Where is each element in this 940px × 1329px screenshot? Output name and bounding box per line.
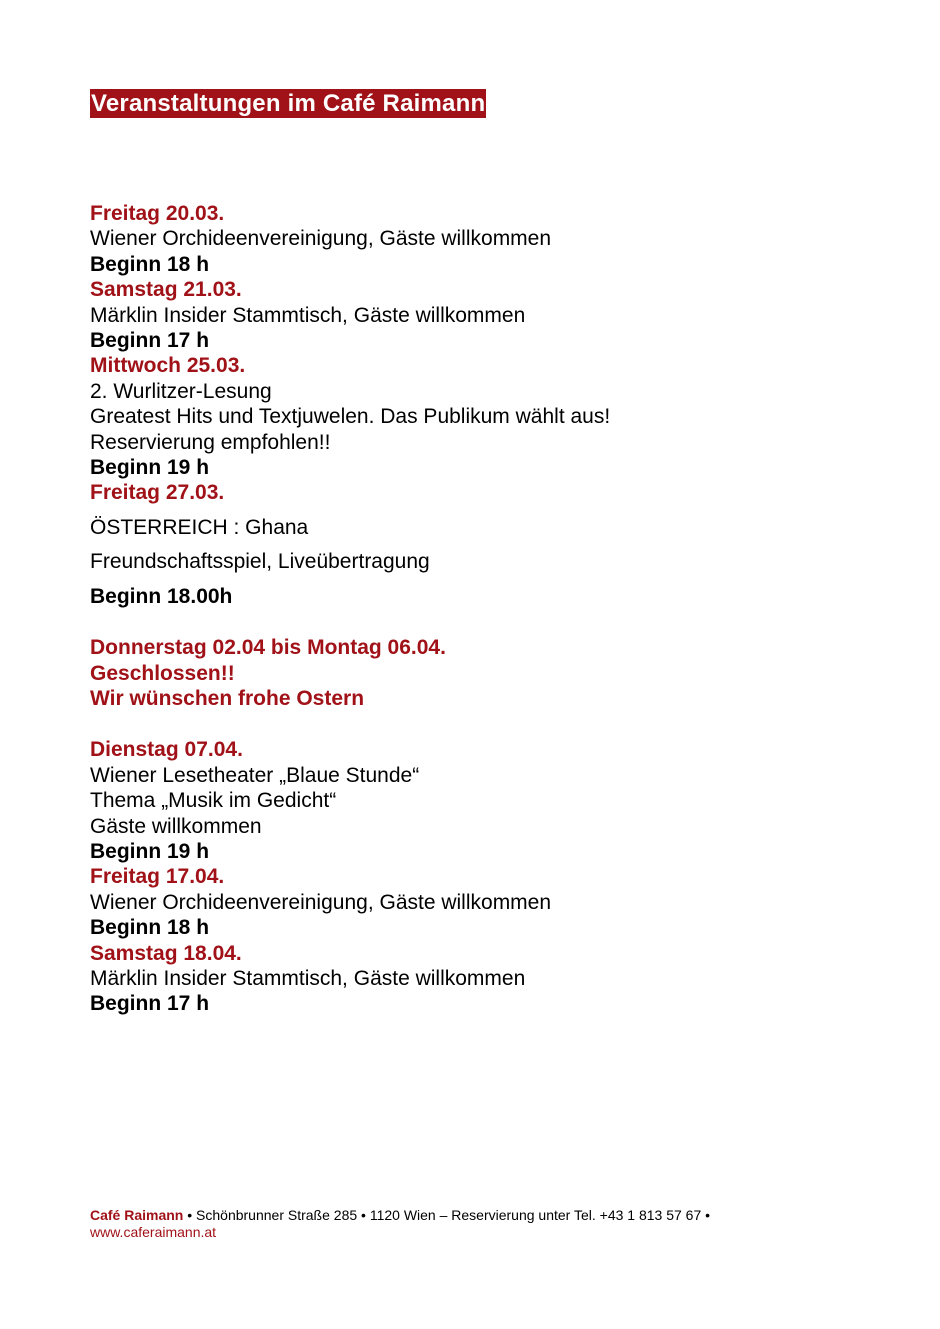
event-date: Freitag 17.04.	[90, 865, 225, 889]
event-time: Beginn 17 h	[90, 329, 210, 353]
event-description: Gäste willkommen	[90, 814, 262, 838]
event-time: Beginn 18 h	[90, 252, 210, 276]
closure-dates: Donnerstag 02.04 bis Montag 06.04.	[90, 636, 446, 660]
event-description: Freundschaftsspiel, Liveübertragung	[90, 550, 430, 574]
event-list	[90, 201, 890, 1017]
closure-notice: Geschlossen!!	[90, 661, 235, 685]
event-description: Wiener Orchideenvereinigung, Gäste willkommen	[90, 227, 552, 251]
website-link[interactable]: www.caferaimann.at	[90, 1224, 217, 1240]
footer-brand: Café Raimann	[90, 1207, 184, 1223]
event-description: Märklin Insider Stammtisch, Gäste willkommen	[90, 303, 526, 327]
event-description: 2. Wurlitzer-Lesung	[90, 379, 272, 403]
event-time: Beginn 19 h	[90, 839, 210, 863]
event-date: Dienstag 07.04.	[90, 738, 243, 762]
event-time: Beginn 17 h	[90, 992, 210, 1016]
event-date: Samstag 21.03.	[90, 278, 242, 302]
event-time: Beginn 18 h	[90, 916, 210, 940]
event-date: Samstag 18.04.	[90, 941, 242, 965]
event-date: Freitag 27.03.	[90, 481, 225, 505]
event-time: Beginn 18.00h	[90, 584, 233, 608]
event-description: Wiener Lesetheater „Blaue Stunde“	[90, 763, 420, 787]
event-date: Freitag 20.03.	[90, 202, 225, 225]
event-description: Märklin Insider Stammtisch, Gäste willkommen	[90, 966, 526, 990]
event-description: Greatest Hits und Textjuwelen. Das Publikum wählt aus!	[90, 405, 611, 429]
event-description: Reservierung empfohlen!!	[90, 430, 331, 454]
event-description: Thema „Musik im Gedicht“	[90, 789, 337, 813]
event-description: ÖSTERREICH : Ghana	[90, 515, 309, 539]
footer-contact-line	[90, 1207, 710, 1224]
event-description: Wiener Orchideenvereinigung, Gäste willkommen	[90, 890, 552, 914]
page-title: Veranstaltungen im Café Raimann	[91, 90, 486, 117]
footer	[90, 1207, 710, 1241]
easter-greeting: Wir wünschen frohe Ostern	[90, 686, 365, 710]
event-time: Beginn 19 h	[90, 456, 210, 480]
event-date: Mittwoch 25.03.	[90, 354, 246, 378]
footer-address: • Schönbrunner Straße 285 • 1120 Wien – Reservierung unter Tel. +43 1 813 57 67 •	[183, 1207, 711, 1223]
